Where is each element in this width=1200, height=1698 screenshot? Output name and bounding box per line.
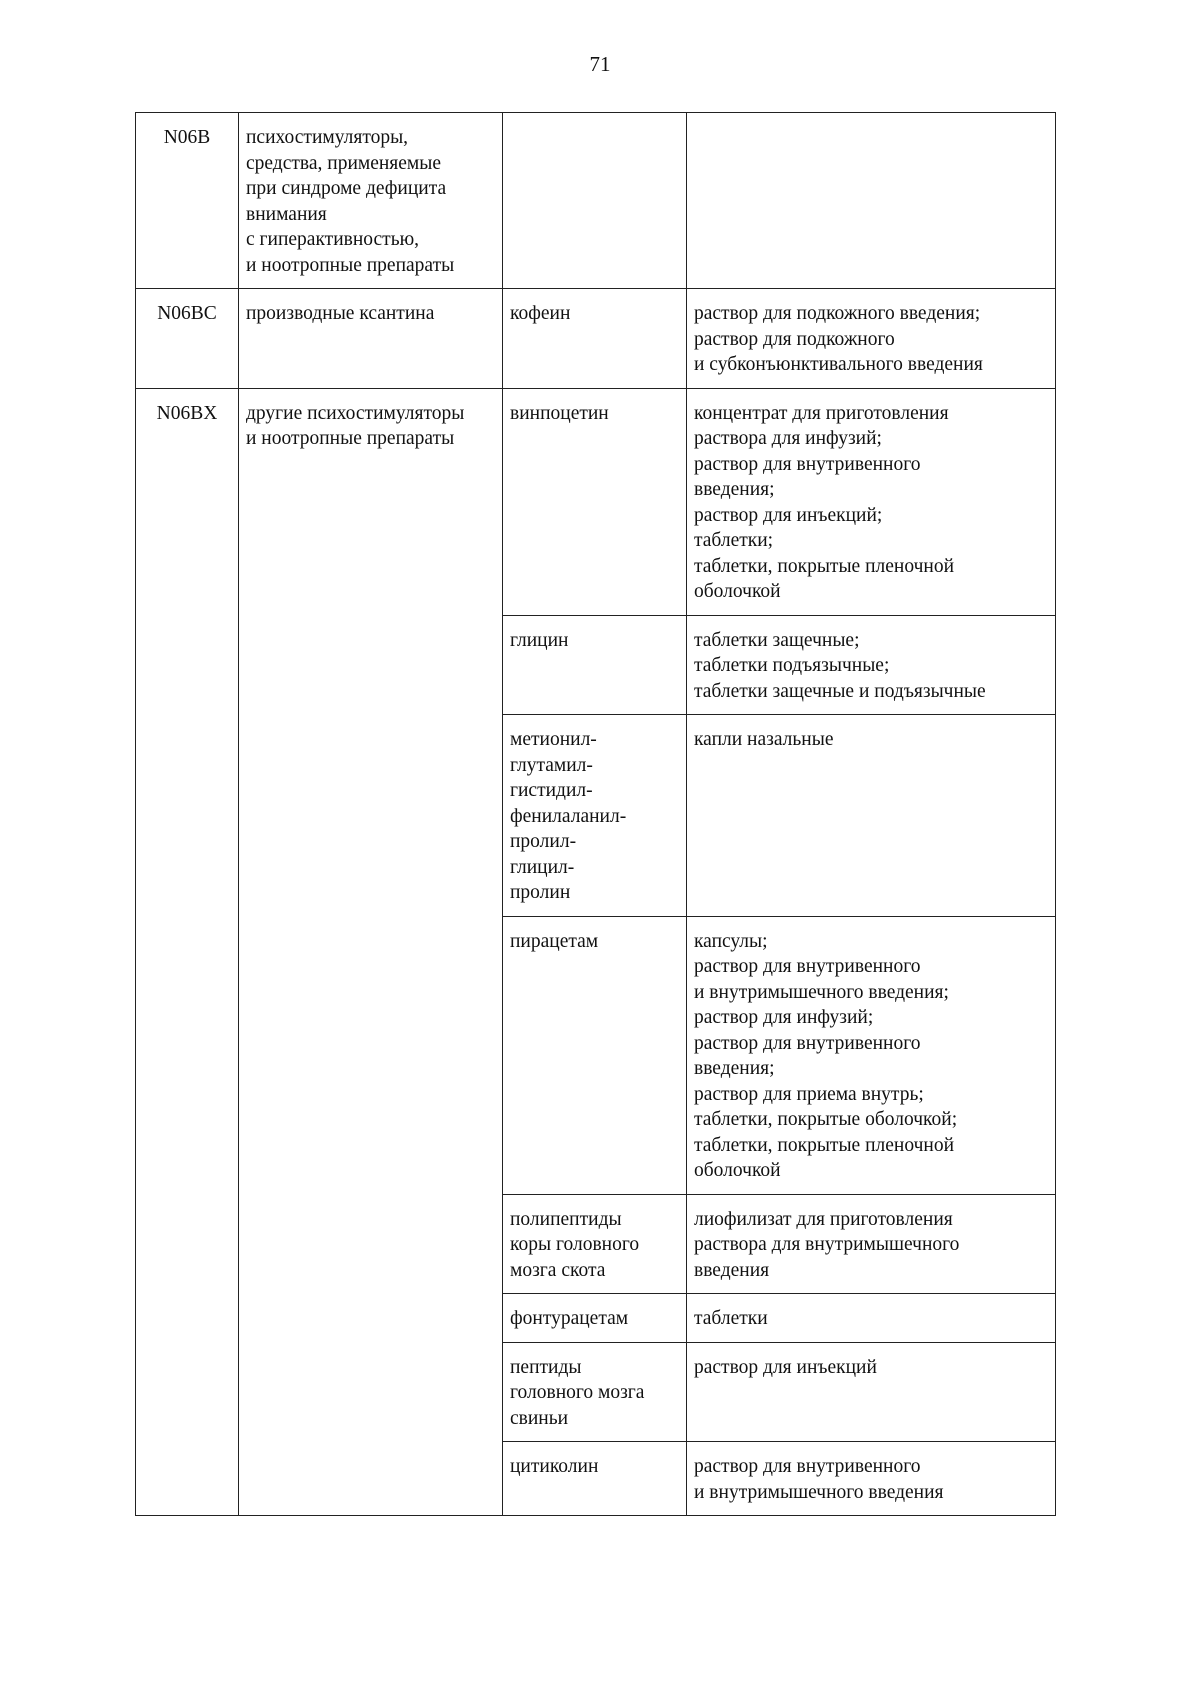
table-row-n06bx [136, 388, 1056, 615]
atc-group-name: производные ксантина [239, 289, 503, 389]
atc-group-name: психостимуляторы, средства, применяемые при синдроме дефицита внимания с гиперактивностью, и ноотропные препараты [239, 113, 503, 289]
dosage-form [687, 113, 1056, 289]
drug-name: фонтурацетам [503, 1294, 687, 1343]
dosage-form: таблетки защечные; таблетки подъязычные; таблетки защечные и подъязычные [687, 615, 1056, 715]
drug-name: винпоцетин [503, 388, 687, 615]
drug-name: цитиколин [503, 1442, 687, 1516]
drug-name: глицин [503, 615, 687, 715]
drug-name [503, 113, 687, 289]
atc-code: N06B [136, 113, 239, 289]
dosage-form: концентрат для приготовления раствора для инфузий; раствор для внутривенного введения; раствор для инъекций; таблетки; таблетки, покрытые пленочной оболочкой [687, 388, 1056, 615]
table-row-n06bc [136, 289, 1056, 389]
drug-name: пирацетам [503, 916, 687, 1194]
drug-name: кофеин [503, 289, 687, 389]
dosage-form: раствор для инъекций [687, 1342, 1056, 1442]
dosage-form: таблетки [687, 1294, 1056, 1343]
dosage-form: раствор для подкожного введения; раствор для подкожного и субконъюнктивального введения [687, 289, 1056, 389]
page-number: 71 [589, 52, 611, 76]
drug-name: полипептиды коры головного мозга скота [503, 1194, 687, 1294]
atc-code: N06BX [136, 388, 239, 1516]
drug-table [135, 112, 1056, 1516]
atc-group-name: другие психостимуляторы и ноотропные препараты [239, 388, 503, 1516]
table-row-n06b [136, 113, 1056, 289]
dosage-form: раствор для внутривенного и внутримышечного введения [687, 1442, 1056, 1516]
atc-code: N06BC [136, 289, 239, 389]
dosage-form: капли назальные [687, 715, 1056, 917]
drug-name: метионил- глутамил- гистидил- фенилаланил- пролил- глицил- пролин [503, 715, 687, 917]
drug-name: пептиды головного мозга свиньи [503, 1342, 687, 1442]
dosage-form: лиофилизат для приготовления раствора для внутримышечного введения [687, 1194, 1056, 1294]
dosage-form: капсулы; раствор для внутривенного и внутримышечного введения; раствор для инфузий; раствор для внутривенного введения; раствор для приема внутрь; таблетки, покрытые оболочкой; таблетки, покрытые пленочной оболочкой [687, 916, 1056, 1194]
